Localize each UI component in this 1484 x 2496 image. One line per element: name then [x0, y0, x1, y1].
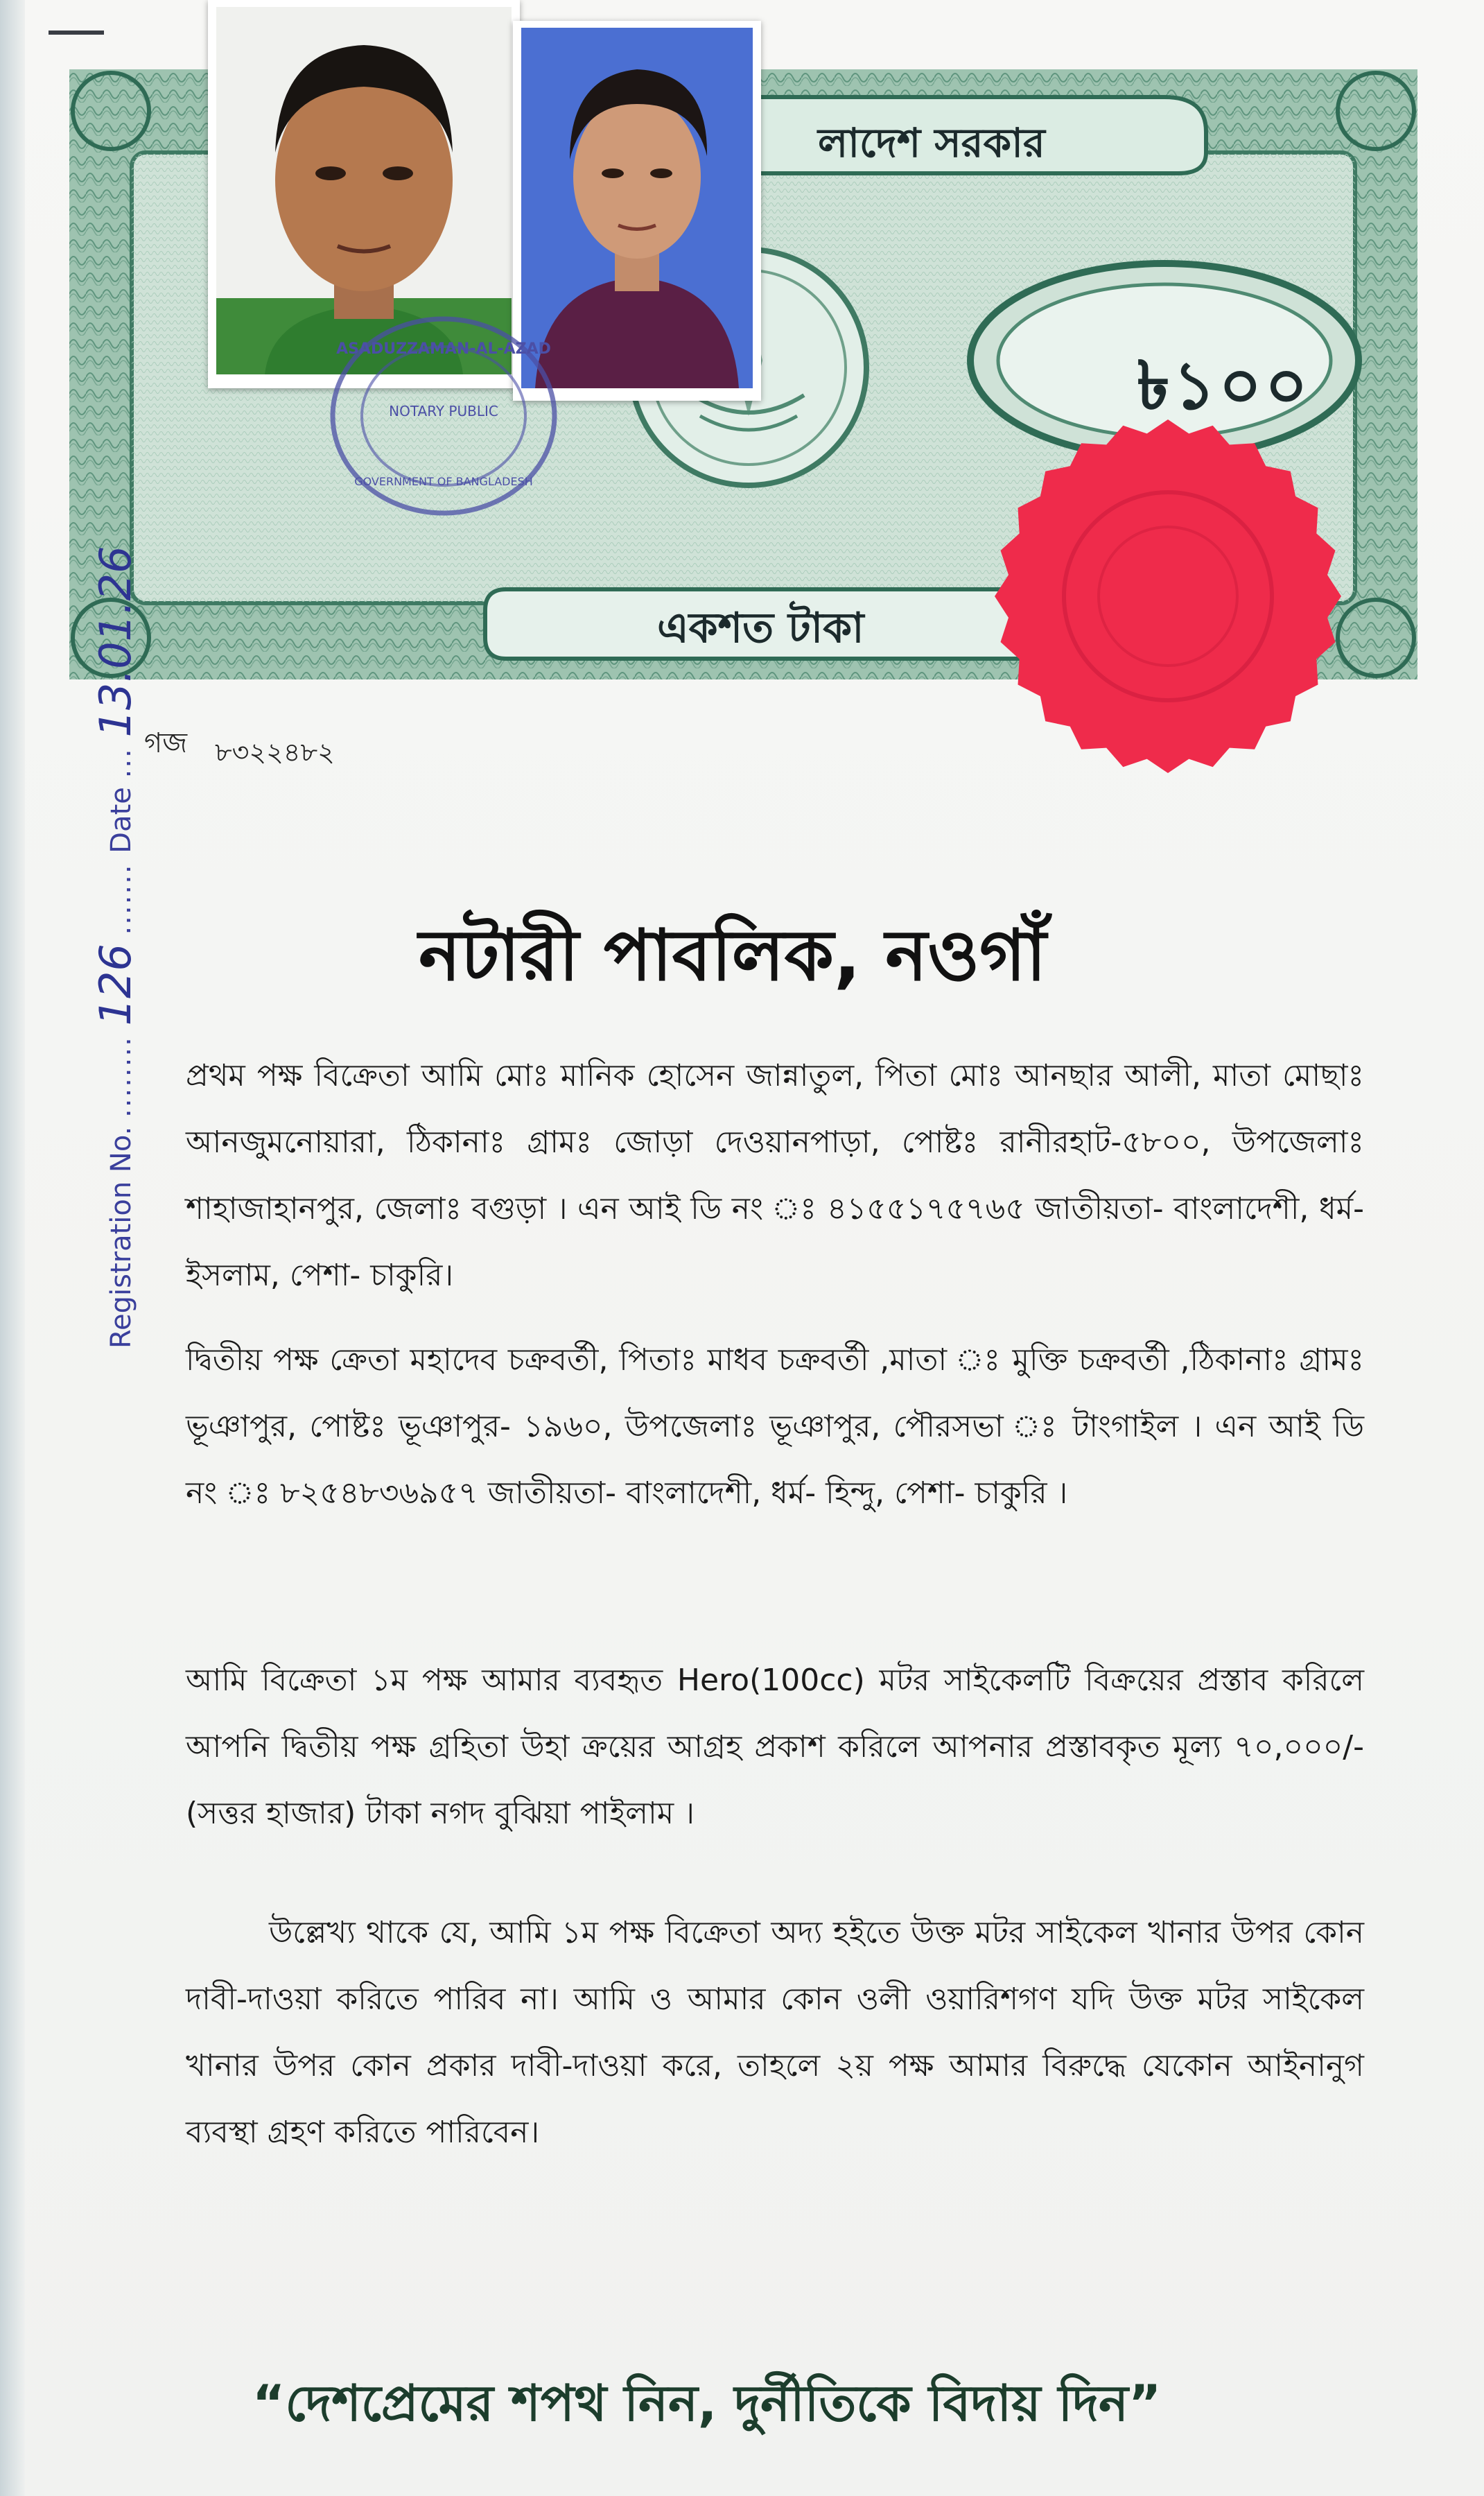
registration-number: 126	[90, 944, 141, 1026]
registration-annotation: Registration No. ........ 126 ....... Date ... 13.01.26	[90, 546, 141, 1349]
paper-edge	[0, 0, 25, 2496]
registration-label: Registration No.	[105, 1126, 137, 1349]
serial-prefix: গজ	[144, 727, 188, 759]
registration-date-label: Date	[105, 787, 137, 853]
clause-paragraph	[186, 1900, 1364, 2166]
second-party-paragraph	[186, 1327, 1364, 1527]
stamp-name: ASADUZZAMAN-AL-AZAD	[336, 340, 551, 358]
sale-text: আমি বিক্রেতা ১ম পক্ষ আমার ব্যবহৃত Hero(100cc) মটর সাইকেলটি বিক্রয়ের প্রস্তাব করিলে আপনি দ্বিতীয় পক্ষ গ্রহিতা উহা ক্রয়ের আগ্রহ প্রকাশ করিলে আপনার প্রস্তাবকৃত মূল্য ৭০,০০০/- (সত্তর হাজার) টাকা নগদ বুঝিয়া পাইলাম ।	[186, 1663, 1364, 1831]
second-party-text: দ্বিতীয় পক্ষ ক্রেতা মহাদেব চক্রবর্তী, পিতাঃ মাধব চক্রবর্তী ,মাতা ঃ মুক্তি চক্রবর্তী ,ঠিকানাঃ গ্রামঃ ভূঞাপুর, পোষ্টঃ ভূঞাপুর- ১৯৬০, উপজেলাঃ ভূঞাপুর, পৌরসভা ঃ টাংগাইল । এন আই ডি নং ঃ ৮২৫৪৮৩৬৯৫৭ জাতীয়তা- বাংলাদেশী, ধর্ম- হিন্দু, পেশা- চাকুরি ।	[186, 1342, 1364, 1511]
government-heading: লাদেশ সরকার	[818, 119, 1045, 166]
registration-date: 13.01.26	[90, 546, 141, 738]
stamp-value-words: একশত টাকা	[657, 604, 864, 652]
stamp-title: NOTARY PUBLIC	[389, 403, 498, 419]
serial-number: ৮৩২২৪৮২	[215, 737, 335, 768]
stamp-value: ৳১০০	[1137, 347, 1311, 424]
first-party-text: প্রথম পক্ষ বিক্রেতা আমি মোঃ মানিক হোসেন জান্নাতুল, পিতা মোঃ আনছার আলী, মাতা মোছাঃ আনজুমনোয়ারা, ঠিকানাঃ গ্রামঃ জোড়া দেওয়ানপাড়া, পোষ্টঃ রানীরহাট-৫৮০০, উপজেলাঃ শাহাজাহানপুর, জেলাঃ বগুড়া । এন আই ডি নং ঃ ৪১৫৫১৭৫৭৬৫ জাতীয়তা- বাংলাদেশী, ধর্ম- ইসলাম, পেশা- চাকুরি।	[186, 1058, 1364, 1293]
corner-mark	[49, 31, 104, 35]
notary-seal-stamp	[326, 312, 561, 520]
clause-text: উল্লেখ্য থাকে যে, আমি ১ম পক্ষ বিক্রেতা অদ্য হইতে উক্ত মটর সাইকেল খানার উপর কোন দাবী-দাওয়া করিতে পারিব না। আমি ও আমার কোন ওলী ওয়ারিশগণ যদি উক্ত মটর সাইকেল খানার উপর কোন প্রকার দাবী-দাওয়া করে, তাহলে ২য় পক্ষ আমার বিরুদ্ধে যেকোন আইনানুগ ব্যবস্থা গ্রহণ করিতে পারিবেন।	[186, 1915, 1364, 2150]
document-title: নটারী পাবলিক, নওগাঁ	[419, 915, 1047, 997]
red-wax-seal	[988, 409, 1348, 783]
sale-paragraph	[186, 1647, 1364, 1847]
anti-corruption-motto: “দেশপ্রেমের শপথ নিন, দুর্নীতিকে বিদায় দিন”	[252, 2374, 1162, 2432]
first-party-paragraph	[186, 1043, 1364, 1309]
stamp-authority: GOVERNMENT OF BANGLADESH	[354, 475, 533, 488]
